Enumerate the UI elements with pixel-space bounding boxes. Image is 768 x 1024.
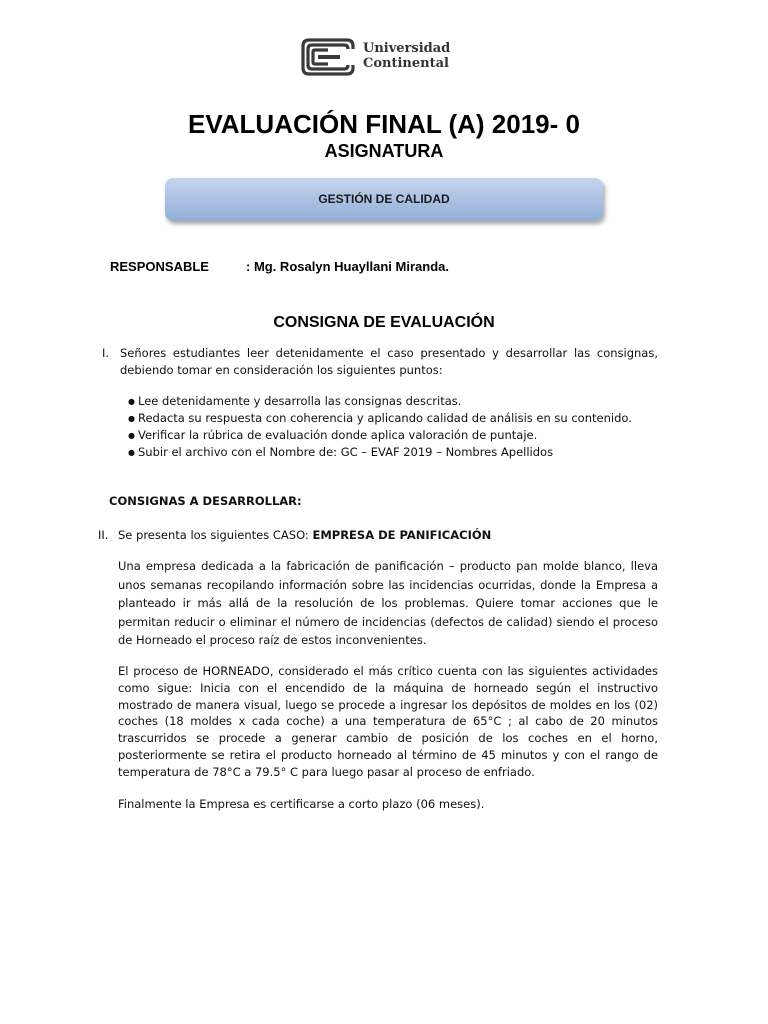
bullet-item: ● Redacta su respuesta con coherencia y aplicando calidad de análisis en su contenido. bbox=[128, 410, 668, 427]
document-title: EVALUACIÓN FINAL (A) 2019- 0 bbox=[188, 109, 580, 139]
responsable-label: RESPONSABLE bbox=[110, 259, 209, 274]
case-name: EMPRESA DE PANIFICACIÓN bbox=[312, 528, 492, 542]
course-name: GESTIÓN DE CALIDAD bbox=[318, 192, 450, 206]
item-text: Se presenta los siguientes CASO: bbox=[118, 528, 313, 542]
logo-line-1: Universidad bbox=[363, 41, 451, 56]
responsable-value: : Mg. Rosalyn Huayllani Miranda. bbox=[246, 259, 449, 274]
item-number: II. bbox=[98, 528, 109, 542]
bullet-item: ● Verificar la rúbrica de evaluación donde aplica valoración de puntaje. bbox=[128, 427, 668, 444]
consignas-heading: CONSIGNAS A DESARROLLAR: bbox=[109, 494, 302, 508]
case-paragraph: El proceso de HORNEADO, considerado el más crítico cuenta con las siguientes actividades como sigue: Inicia con el encendido de la máquina de horneado según el instructivo mostrado de manera visual, luego se procede a ingresar los depósitos de moldes en los (02) coches (18 moldes x cada coche) a una temperatura de 65°C ; al cabo de 20 minutos trascurridos se procede a generar cambio de posición de los coches en el horno, posteriormente se retira el producto horneado al término de 45 minutos y con el rango de temperatura de 78°C a 79.5° C para luego pasar al proceso de enfriado. bbox=[118, 664, 658, 779]
logo-text bbox=[363, 41, 450, 71]
logo-line-2: Continental bbox=[363, 56, 449, 71]
instruction-item-1 bbox=[102, 345, 658, 379]
case-paragraph: Finalmente la Empresa es certificarse a corto plazo (06 meses). bbox=[118, 797, 485, 811]
bullet-item: ● Subir el archivo con el Nombre de: GC – EVAF 2019 – Nombres Apellidos bbox=[128, 444, 668, 461]
section-title: CONSIGNA DE EVALUACIÓN bbox=[273, 314, 495, 331]
instruction-item-2 bbox=[98, 527, 491, 544]
document-subtitle: ASIGNATURA bbox=[324, 141, 444, 161]
item-text: Señores estudiantes leer detenidamente el caso presentado y desarrollar las consignas, debiendo tomar en consideración los siguientes puntos: bbox=[120, 346, 658, 377]
bullet-item: ● Lee detenidamente y desarrolla las consignas descritas. bbox=[128, 393, 668, 410]
instruction-bullet-list bbox=[128, 393, 668, 461]
continental-logo-icon bbox=[301, 38, 355, 76]
item-number: I. bbox=[102, 346, 110, 360]
university-logo bbox=[301, 38, 451, 76]
course-name-banner bbox=[165, 178, 603, 221]
case-paragraph: Una empresa dedicada a la fabricación de panificación – producto pan molde blanco, lleva unos semanas recopilando información sobre las incidencias ocurridas, donde la Empresa a planteado ir más allá de la resolución de los problemas. Quiere tomar acciones que le permitan reducir o eliminar el número de incidencias (defectos de calidad) siendo el proceso de Horneado el proceso raíz de estos inconvenientes. bbox=[118, 559, 658, 648]
